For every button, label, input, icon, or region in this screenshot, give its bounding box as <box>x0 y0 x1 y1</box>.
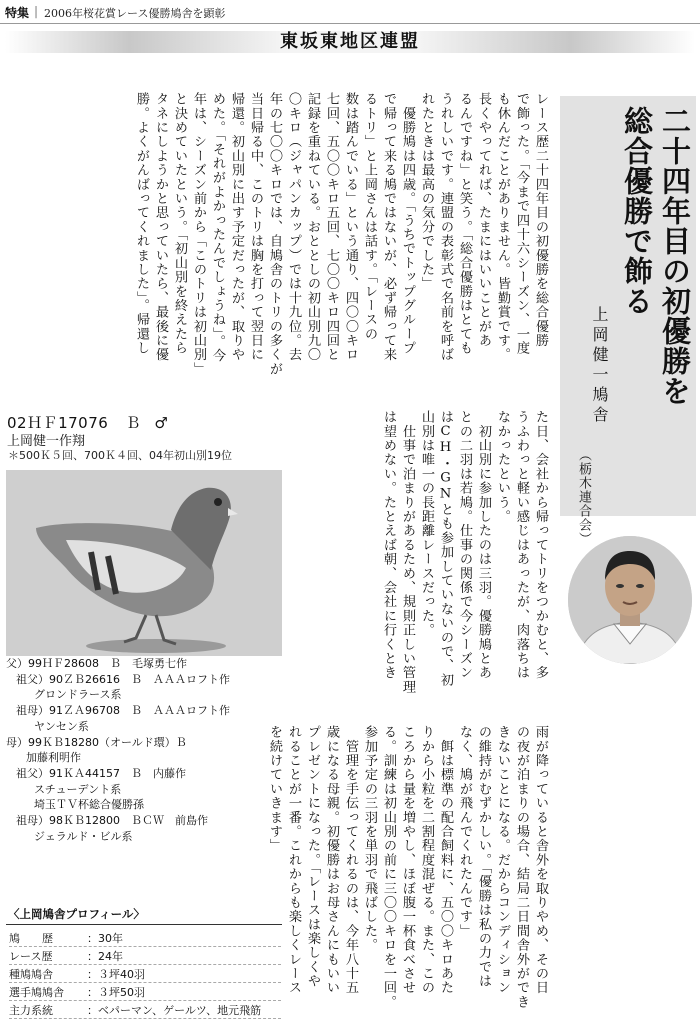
article-headline: 二十四年目の初優勝を 総合優勝で飾る <box>620 106 692 406</box>
profile-row <box>9 966 281 983</box>
section-banner <box>5 31 695 53</box>
pigeon-photo <box>6 470 282 656</box>
section-label: 特集 <box>5 6 30 20</box>
article-body-col2: た日、会社から帰ってトリをつかむと、多 うふわっと軽い感じはあったが、肉落ちは なかったという。 初山別に参加したのは三羽。優勝鳩とあ との二羽は若鳩。仕事の関係で今シーズン はCH・GNとも参加していないので、初 山別は唯一の長距離レースだった。 仕事で泊まりがあるため、規則正しい管理 は望めない。たとえば朝、会社に行くとき <box>381 410 548 694</box>
pedigree-row: 母）99ＫＢ18280（オールド環）Ｂ <box>6 735 187 749</box>
profile-row <box>9 1002 281 1019</box>
article-body-col1: レース歴二十四年目の初優勝を総合優勝 で飾った。「今まで四十六シーズン、一度 も休んだことがありません。皆勤賞です。 長くやってれば、たまにはいいことがあ るんですね」と笑う。「総合優勝はとても うれしいです。連盟の表彰式で名前を呼ば れたときは最高の気分でした」 優勝鳩は四歳。「うちでトップグループ で帰って来る鳩ではないが、必ず帰って来 るトリ」と上岡さんは話す。「レースの 数は踏んでいる」という通り、四〇〇キロ 七回、五〇〇キロ五回、七〇〇キロ四回と 記録を重ねている。おととしの初山別九〇 〇キロ（ジャパンカップ）では十九位。去 年の七〇〇キロでは、自鳩舎のトリの多くが 当日帰る中、このトリは胸を打って翌日に 帰還。初山別に出す予定だったが、取りや めた。「それがよかったんでしょうね」。今 年は、シーズン前から「このトリは初山別」 と決めていたという。「初山別を終えたら タネにしようかと思っていたら、最後に優 勝。よくがんばってくれました」。帰還し <box>134 92 548 376</box>
profile-value: ：３坪40羽 <box>87 968 145 981</box>
header-separator: | <box>34 4 39 18</box>
pedigree-row: 祖母）91ＺＡ96708 Ｂ ＡＡＡロフト作 <box>16 704 230 718</box>
profile-row <box>9 984 281 1001</box>
loft-name: 上岡健一鳩舎 <box>590 306 609 426</box>
pedigree-row: 埼玉ＴＶ杯総合優勝孫 <box>34 798 144 812</box>
pedigree-row: ヤンセン系 <box>34 719 89 733</box>
portrait-illustration <box>568 536 692 664</box>
profile-heading-text: 上岡鳩舎プロフィール <box>19 907 134 921</box>
profile-value: ：30年 <box>87 932 123 945</box>
pedigree-row: 加藤利明作 <box>26 751 81 765</box>
page-header <box>0 0 700 24</box>
pedigree-row: 祖父）90ＺＢ26616 Ｂ ＡＡＡロフト作 <box>16 672 230 686</box>
profile-rule <box>6 924 282 925</box>
profile-label: レース歴 <box>9 950 53 963</box>
pigeon-illustration <box>6 470 282 656</box>
owner-group: （栃木連合会） <box>576 448 591 546</box>
profile-label: 選手鳩鳩舎 <box>9 986 64 999</box>
feature-title: 2006年桜花賞レース優勝鳩舎を顕彰 <box>44 7 226 20</box>
pedigree-row: ジェラルド・ビル系 <box>34 829 133 843</box>
pigeon-sex-icon: ♂ <box>154 414 169 432</box>
pigeon-record: ＊500Ｋ５回、700Ｋ４回、04年初山別19位 <box>8 449 232 462</box>
pigeon-name: 上岡健一作翔 <box>7 434 86 449</box>
profile-label: 鳩 歴 <box>9 932 53 945</box>
profile-value: ：24年 <box>87 950 123 963</box>
pedigree-row: 祖父）91ＫＡ44157 Ｂ 内藤作 <box>16 766 186 780</box>
profile-label: 主力系統 <box>9 1004 53 1017</box>
owner-portrait <box>568 536 692 664</box>
article-body-col3: 雨が降っていると舎外を取りやめ、その日 の夜が泊まりの場合、結局二日間舎外ができ きないことになる。だからコンディション の維持がむずかしい。「優勝は私の力では なく、鳩が飛んでくれたんです」 餌は標準の配合飼料に、五〇〇キロあた りから小粒を二割程度混ぜる。また、この ころから量を増やし、ほぼ腹一杯食べさせ る。訓練は初山別の前に三〇〇キロを一回。 参加予定の三羽を単羽で飛ばした。 管理を手伝ってくれるのは、今年八十五 歳になる母親。初優勝はお母さんにもいい プレゼントになった。「レースは楽しくや れることが一番。これからも楽しくレース を続けていきます」 <box>267 725 548 1009</box>
profile-value: ：ベパーマン、ゲールツ、地元飛筋 <box>87 1004 262 1017</box>
pedigree-row: グロンドラース系 <box>34 688 122 702</box>
pedigree-row: スチューデント系 <box>34 782 122 796</box>
profile-row <box>9 948 281 965</box>
profile-row <box>9 930 281 947</box>
profile-value: ：３坪50羽 <box>87 986 145 999</box>
loft-profile <box>6 906 282 1020</box>
pedigree-row: 父）99ＨＦ28608 Ｂ 毛塚勇七作 <box>6 657 187 670</box>
profile-label: 種鳩鳩舎 <box>9 968 53 981</box>
banner-title: 東坂東地区連盟 <box>280 31 420 52</box>
pedigree-row: 祖母）98ＫＢ12800 ＢＣＷ 前島作 <box>16 814 208 827</box>
pigeon-ring-number: 02ＨＦ17076 <box>7 414 109 432</box>
profile-heading: 〈上岡鳩舎プロフィール〉 <box>8 907 145 921</box>
pigeon-color: Ｂ <box>125 414 142 432</box>
